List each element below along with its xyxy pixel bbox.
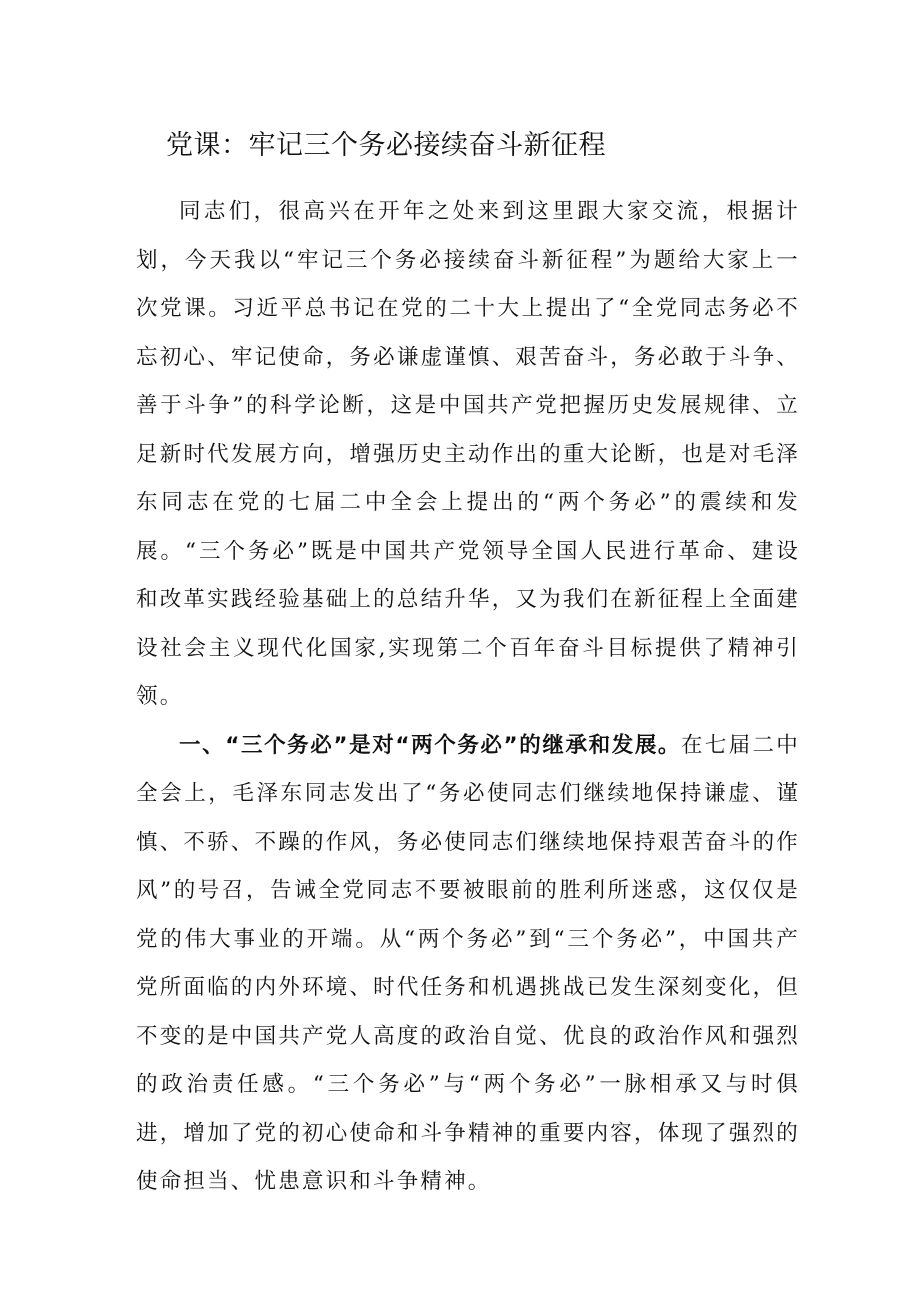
document-body: [136, 188, 800, 1207]
section-one-paragraph: [136, 722, 800, 1207]
intro-paragraph: [136, 188, 800, 722]
document-title: 党课：牢记三个务必接续奋斗新征程: [166, 130, 606, 161]
paragraph-text: 在七届二中全会上，毛泽东同志发出了“务必使同志们继续地保持谦虚、谨慎、不骄、不躁的作风，务必使同志们继续地保持艰苦奋斗的作风”的号召，告诫全党同志不要被眼前的胜利所迷惑，这仅仅是党的伟大事业的开端。从“两个务必”到“三个务必”，中国共产党所面临的内外环境、时代任务和机遇挑战已发生深刻变化，但不变的是中国共产党人高度的政治自觉、优良的政治作风和强烈的政治责任感。“三个务必”与“两个务必”一脉相承又与时俱进，增加了党的初心使命和斗争精神的重要内容，体现了强烈的使命担当、忧患意识和斗争精神。: [136, 732, 800, 1194]
section-heading: 一、“三个务必”是对“两个务必”的继承和发展。: [179, 732, 682, 758]
paragraph-text: 同志们，很高兴在开年之处来到这里跟大家交流，根据计划，今天我以“牢记三个务必接续奋斗新征程”为题给大家上一次党课。习近平总书记在党的二十大上提出了“全党同志务必不忘初心、牢记使命，务必谦虚谨慎、艰苦奋斗，务必敢于斗争、善于斗争”的科学论断，这是中国共产党把握历史发展规律、立足新时代发展方向，增强历史主动作出的重大论断，也是对毛泽东同志在党的七届二中全会上提出的“两个务必”的震续和发展。“三个务必”既是中国共产党领导全国人民进行革命、建设和改革实践经验基础上的总结升华，又为我们在新征程上全面建设社会主义现代化国家,实现第二个百年奋斗目标提供了精神引领。: [136, 199, 800, 709]
